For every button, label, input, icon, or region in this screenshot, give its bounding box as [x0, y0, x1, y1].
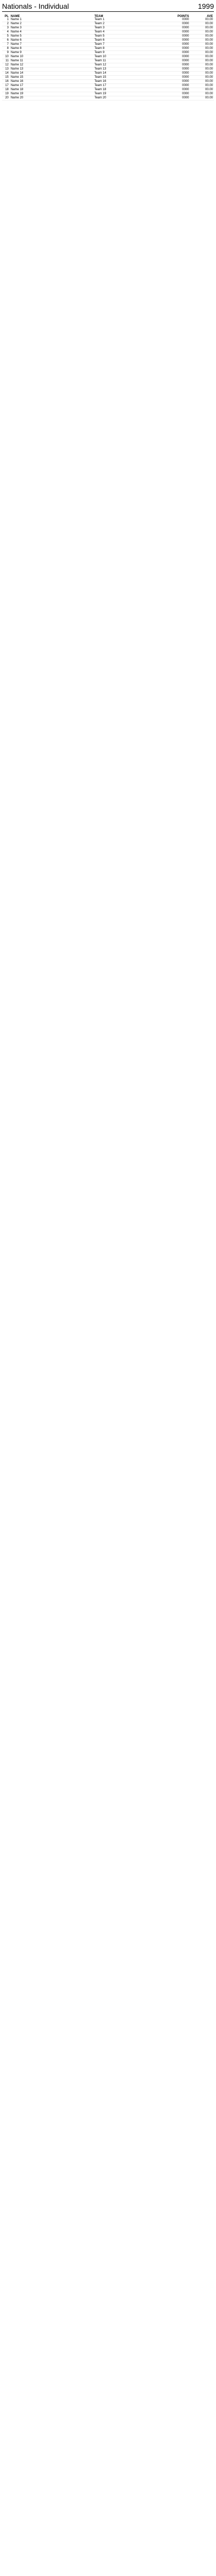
- cell-team: Team 20: [94, 96, 106, 99]
- cell-pl: 14: [5, 72, 9, 75]
- cell-name: Name 19: [10, 92, 24, 95]
- table-row: [2, 84, 214, 88]
- cell-pl: 1: [7, 18, 9, 21]
- table-row: [2, 59, 214, 63]
- col-points: POINTS: [177, 15, 189, 18]
- cell-ave: 00.00: [205, 47, 213, 50]
- cell-points: 0000: [182, 96, 189, 99]
- cell-pl: 17: [5, 84, 9, 87]
- cell-team: Team 10: [94, 55, 106, 58]
- results-page: [0, 0, 216, 103]
- cell-points: 0000: [182, 76, 189, 79]
- cell-points: 0000: [182, 84, 189, 87]
- cell-points: 0000: [182, 67, 189, 71]
- cell-ave: 00.00: [205, 35, 213, 38]
- cell-points: 0000: [182, 63, 189, 66]
- cell-ave: 00.00: [205, 26, 213, 29]
- cell-team: Team 19: [94, 92, 106, 95]
- cell-ave: 00.00: [205, 96, 213, 99]
- cell-team: Team 5: [94, 35, 105, 38]
- col-name: NAME: [10, 15, 20, 18]
- table-row: [2, 55, 214, 59]
- table-row: [2, 22, 214, 26]
- cell-name: Name 15: [10, 76, 24, 79]
- cell-team: Team 14: [94, 72, 106, 75]
- cell-name: Name 2: [10, 22, 22, 25]
- cell-points: 0000: [182, 22, 189, 25]
- cell-pl: 19: [5, 92, 9, 95]
- cell-name: Name 8: [10, 47, 22, 50]
- table-row: [2, 67, 214, 72]
- cell-pl: 13: [5, 67, 9, 71]
- col-team: TEAM: [94, 15, 103, 18]
- cell-points: 0000: [182, 51, 189, 54]
- cell-ave: 00.00: [205, 63, 213, 66]
- table-row: [2, 80, 214, 84]
- cell-points: 0000: [182, 59, 189, 62]
- cell-points: 0000: [182, 55, 189, 58]
- cell-points: 0000: [182, 43, 189, 46]
- cell-pl: 2: [7, 22, 9, 25]
- cell-team: Team 9: [94, 51, 105, 54]
- cell-ave: 00.00: [205, 72, 213, 75]
- cell-name: Name 6: [10, 39, 22, 42]
- cell-name: Name 5: [10, 35, 22, 38]
- cell-ave: 00.00: [205, 84, 213, 87]
- cell-ave: 00.00: [205, 76, 213, 79]
- table-row: [2, 43, 214, 47]
- cell-ave: 00.00: [205, 67, 213, 71]
- cell-pl: 5: [7, 35, 9, 38]
- cell-name: Name 3: [10, 26, 22, 29]
- cell-pl: 16: [5, 80, 9, 83]
- cell-team: Team 17: [94, 84, 106, 87]
- cell-name: Name 7: [10, 43, 22, 46]
- cell-name: Name 14: [10, 72, 24, 75]
- table-row: [2, 51, 214, 55]
- cell-name: Name 20: [10, 96, 24, 99]
- cell-ave: 00.00: [205, 55, 213, 58]
- cell-team: Team 1: [94, 18, 105, 21]
- cell-team: Team 3: [94, 26, 105, 29]
- cell-name: Name 10: [10, 55, 24, 58]
- page-title: Nationals - Individual: [2, 2, 69, 10]
- table-row: [2, 30, 214, 35]
- cell-team: Team 2: [94, 22, 105, 25]
- table-row: [2, 72, 214, 76]
- cell-ave: 00.00: [205, 92, 213, 95]
- cell-ave: 00.00: [205, 59, 213, 62]
- cell-name: Name 1: [10, 18, 22, 21]
- cell-team: Team 16: [94, 80, 106, 83]
- table-row: [2, 76, 214, 80]
- cell-team: Team 13: [94, 67, 106, 71]
- cell-pl: 20: [5, 96, 9, 99]
- cell-name: Name 18: [10, 88, 24, 91]
- cell-points: 0000: [182, 47, 189, 50]
- cell-name: Name 13: [10, 67, 24, 71]
- table-row: [2, 47, 214, 51]
- cell-name: Name 16: [10, 80, 24, 83]
- cell-name: Name 17: [10, 84, 24, 87]
- cell-points: 0000: [182, 18, 189, 21]
- page-header: [2, 2, 214, 12]
- table-row: [2, 18, 214, 22]
- cell-ave: 00.00: [205, 80, 213, 83]
- results-table-body: [2, 18, 214, 100]
- cell-pl: 18: [5, 88, 9, 91]
- table-row: [2, 63, 214, 67]
- cell-name: Name 11: [10, 59, 23, 62]
- cell-ave: 00.00: [205, 18, 213, 21]
- cell-points: 0000: [182, 92, 189, 95]
- cell-points: 0000: [182, 72, 189, 75]
- cell-pl: 12: [5, 63, 9, 66]
- cell-team: Team 7: [94, 43, 105, 46]
- cell-pl: 15: [5, 76, 9, 79]
- cell-pl: 7: [7, 43, 9, 46]
- cell-pl: 11: [5, 59, 9, 62]
- cell-name: Name 4: [10, 30, 22, 33]
- cell-name: Name 12: [10, 63, 24, 66]
- page-year: 1999: [197, 2, 214, 10]
- table-row: [2, 39, 214, 43]
- cell-team: Team 8: [94, 47, 105, 50]
- cell-team: Team 15: [94, 76, 106, 79]
- cell-ave: 00.00: [205, 51, 213, 54]
- cell-ave: 00.00: [205, 30, 213, 33]
- cell-pl: 4: [7, 30, 9, 33]
- cell-points: 0000: [182, 80, 189, 83]
- cell-points: 0000: [182, 35, 189, 38]
- cell-points: 0000: [182, 39, 189, 42]
- table-row: [2, 35, 214, 39]
- cell-team: Team 4: [94, 30, 105, 33]
- cell-pl: 6: [7, 39, 9, 42]
- cell-ave: 00.00: [205, 39, 213, 42]
- results-table: [2, 15, 214, 100]
- cell-team: Team 12: [94, 63, 106, 66]
- cell-team: Team 18: [94, 88, 106, 91]
- table-row: [2, 96, 214, 100]
- table-row: [2, 88, 214, 92]
- col-ave: AVE: [207, 15, 213, 18]
- cell-ave: 00.00: [205, 88, 213, 91]
- cell-points: 0000: [182, 88, 189, 91]
- cell-team: Team 11: [94, 59, 106, 62]
- cell-points: 0000: [182, 30, 189, 33]
- cell-pl: 8: [7, 47, 9, 50]
- table-row: [2, 26, 214, 30]
- col-pl: PL: [5, 15, 9, 18]
- cell-pl: 3: [7, 26, 9, 29]
- cell-pl: 10: [5, 55, 9, 58]
- cell-name: Name 9: [10, 51, 22, 54]
- cell-pl: 9: [7, 51, 9, 54]
- cell-ave: 00.00: [205, 22, 213, 25]
- table-row: [2, 92, 214, 96]
- cell-ave: 00.00: [205, 43, 213, 46]
- cell-team: Team 6: [94, 39, 105, 42]
- cell-points: 0000: [182, 26, 189, 29]
